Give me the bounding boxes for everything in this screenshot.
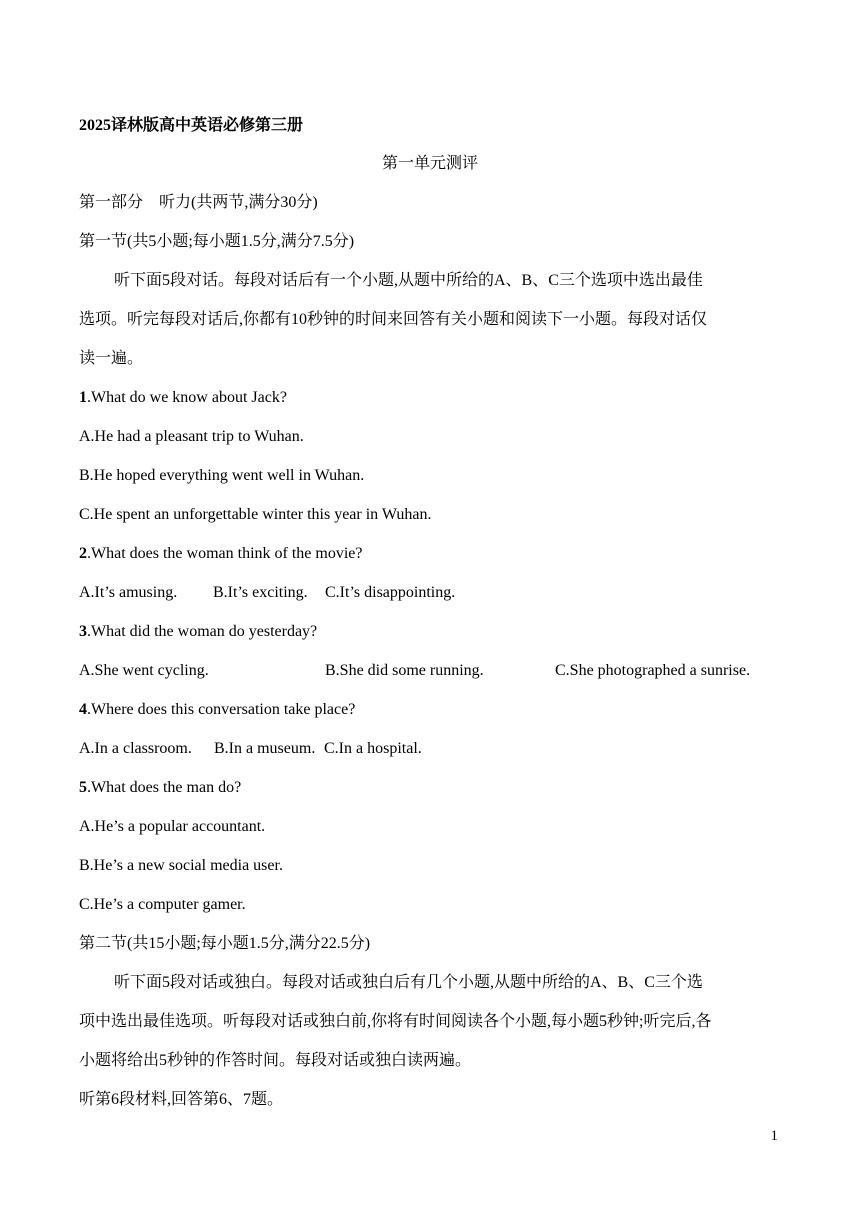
question-1-option-a: A.He had a pleasant trip to Wuhan.: [79, 428, 304, 445]
question-number: 5: [79, 779, 87, 796]
question-2-option-a: A.It’s amusing.: [79, 584, 178, 601]
question-text: .What does the woman think of the movie?: [87, 545, 363, 562]
question-1: [79, 388, 287, 408]
material6-instruction: 听第6段材料,回答第6、7题。: [79, 1091, 284, 1108]
question-3-option-a: A.She went cycling.: [79, 662, 209, 679]
question-3-option-c: C.She photographed a sunrise.: [555, 662, 751, 679]
question-number: 1: [79, 389, 87, 406]
question-4-option-b: B.In a museum.: [214, 740, 316, 757]
section2-instruction-line: 项中选出最佳选项。听每段对话或独白前,你将有时间阅读各个小题,每小题5秒钟;听完后,各: [79, 1013, 712, 1030]
question-number: 2: [79, 545, 87, 562]
section2-heading: 第二节(共15小题;每小题1.5分,满分22.5分): [79, 935, 371, 952]
question-5-option-b: B.He’s a new social media user.: [79, 857, 283, 874]
question-text: .What does the man do?: [87, 779, 242, 796]
part1-heading: 第一部分 听力(共两节,满分30分): [79, 194, 318, 211]
question-2: [79, 544, 362, 564]
question-5-option-a: A.He’s a popular accountant.: [79, 818, 266, 835]
question-text: .What do we know about Jack?: [87, 389, 287, 406]
section1-heading: 第一节(共5小题;每小题1.5分,满分7.5分): [79, 233, 355, 250]
question-5-option-c: C.He’s a computer gamer.: [79, 896, 246, 913]
question-4-option-c: C.In a hospital.: [324, 740, 422, 757]
question-2-option-b: B.It’s exciting.: [213, 584, 308, 601]
question-5: [79, 778, 241, 798]
question-number: 3: [79, 623, 87, 640]
section2-instruction-line: 听下面5段对话或独白。每段对话或独白后有几个小题,从题中所给的A、B、C三个选: [114, 974, 703, 991]
section2-instruction-line: 小题将给出5秒钟的作答时间。每段对话或独白读两遍。: [79, 1052, 472, 1069]
question-4-option-a: A.In a classroom.: [79, 740, 192, 757]
book-title: 2025译林版高中英语必修第三册: [79, 117, 304, 134]
question-3-option-b: B.She did some running.: [325, 662, 484, 679]
question-text: .What did the woman do yesterday?: [87, 623, 318, 640]
page-number: 1: [770, 1128, 778, 1144]
section1-instruction-line: 读一遍。: [79, 350, 144, 367]
question-1-option-b: B.He hoped everything went well in Wuhan.: [79, 467, 365, 484]
question-text: .Where does this conversation take place?: [87, 701, 356, 718]
question-3: [79, 622, 317, 642]
question-4: [79, 700, 355, 720]
question-2-option-c: C.It’s disappointing.: [325, 584, 456, 601]
question-1-option-c: C.He spent an unforgettable winter this year in Wuhan.: [79, 506, 432, 523]
section1-instruction-line: 听下面5段对话。每段对话后有一个小题,从题中所给的A、B、C三个选项中选出最佳: [114, 272, 703, 289]
question-number: 4: [79, 701, 87, 718]
section1-instruction-line: 选项。听完每段对话后,你都有10秒钟的时间来回答有关小题和阅读下一小题。每段对话仅: [79, 311, 708, 328]
unit-title: 第一单元测评: [381, 155, 478, 172]
